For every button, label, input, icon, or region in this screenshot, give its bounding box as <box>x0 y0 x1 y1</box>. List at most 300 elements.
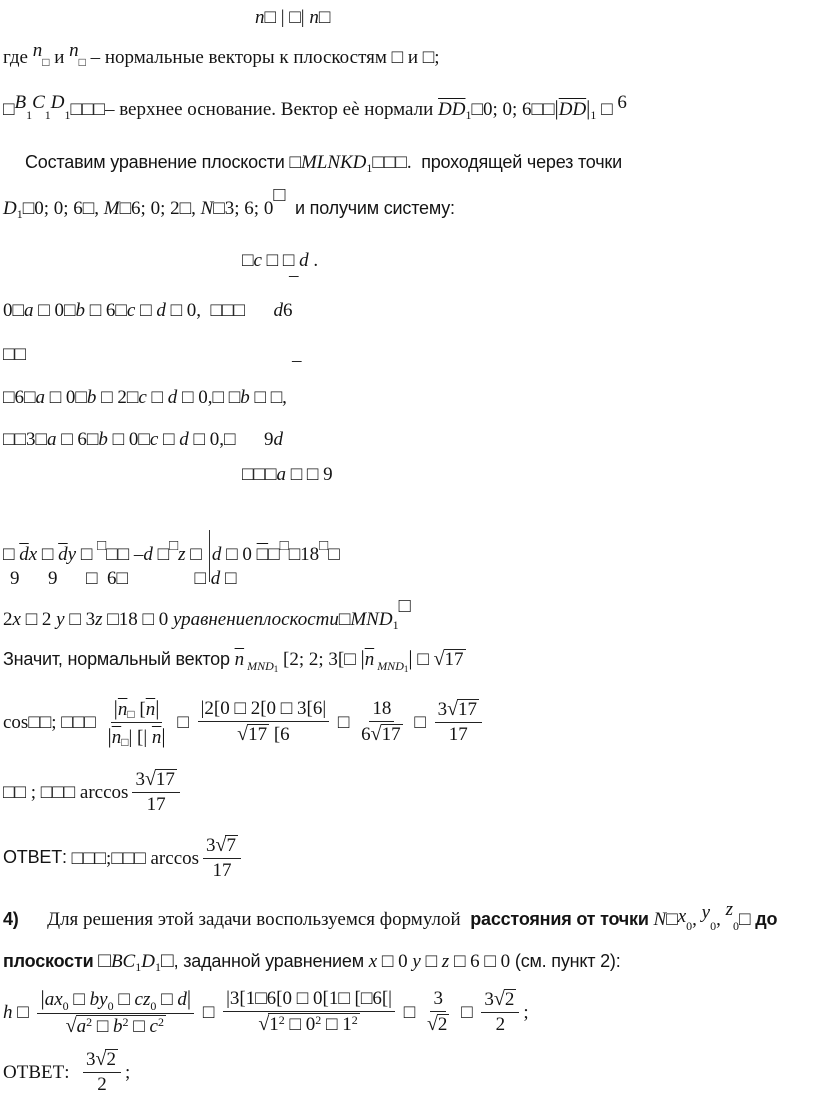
math-segment: □18 <box>288 544 320 565</box>
math-segment: , <box>692 909 702 930</box>
math-segment: z <box>142 989 151 1010</box>
math-segment: 2 <box>86 1015 93 1030</box>
fraction <box>223 988 395 1037</box>
math-segment: 3 <box>437 699 448 721</box>
math-segment: 6 <box>361 724 371 746</box>
math-segment: □ 0 <box>221 544 257 565</box>
math-segment: □ <box>409 712 431 734</box>
fraction-denominator <box>105 723 169 750</box>
math-segment: 3 <box>206 835 216 856</box>
radicand: 2 <box>504 989 515 1011</box>
math-segment: □ <box>185 544 207 565</box>
math-segment: □ 0 <box>284 1014 316 1036</box>
fraction <box>83 1048 121 1097</box>
math-segment: □ 0 <box>377 951 413 972</box>
math-segment: □ 0□ <box>107 429 150 450</box>
fraction-numerator <box>198 698 330 722</box>
math-segment: b <box>113 1016 123 1038</box>
formula-arccos <box>3 768 184 817</box>
math-segment: 2 <box>315 1013 322 1028</box>
math-segment: | <box>155 696 160 720</box>
radical <box>66 1016 166 1037</box>
math-segment: [2; 2; 3[□ <box>278 649 361 670</box>
math-segment: □ <box>289 152 301 173</box>
math-segment: 0□ <box>3 300 24 321</box>
fraction-denominator <box>358 722 405 747</box>
math-segment: |3[1□6[0 □ 0[1□ [□6[| <box>226 988 392 1010</box>
math-segment: 1 <box>590 108 597 122</box>
radical-sign: √ <box>95 1048 107 1070</box>
math-segment: ОТВЕТ: <box>3 847 72 868</box>
fraction-numerator <box>435 698 482 723</box>
math-segment: □ <box>146 387 168 408</box>
fraction <box>203 834 241 883</box>
system-brace-boxes <box>3 343 26 366</box>
fraction-denominator <box>210 859 235 883</box>
math-segment: 9 9 □ 6□ □ <box>10 568 211 589</box>
math-segment: □ 1 <box>321 1014 352 1036</box>
math-segment: 2 <box>97 1073 107 1095</box>
math-segment: □ <box>37 544 59 565</box>
math-segment: 1 <box>64 108 71 122</box>
math-segment: d <box>179 429 189 450</box>
fraction-denominator <box>144 793 169 817</box>
math-segment: 2 <box>495 1014 506 1036</box>
radical-sign: √ <box>65 1015 77 1038</box>
math-segment: M <box>103 198 120 219</box>
math-segment: □ <box>220 568 237 589</box>
math-segment: z <box>725 899 733 920</box>
overline-dash-1 <box>289 264 299 287</box>
radicand <box>76 1015 166 1037</box>
text-normal-vector-mnd1 <box>3 646 466 675</box>
math-segment: ОТВЕТ: <box>3 1061 79 1083</box>
math-segment: 9 <box>235 429 274 450</box>
math-segment: c <box>134 989 143 1010</box>
math-segment: C <box>32 92 45 113</box>
math-segment: | <box>40 986 45 1010</box>
math-segment: □ 6□ <box>56 429 99 450</box>
math-segment: □ <box>420 951 442 972</box>
math-segment: c <box>126 300 136 321</box>
equation-system-row-1 <box>3 299 292 322</box>
math-segment: Для решения этой задачи воспользуемся формулой <box>47 909 466 930</box>
math-segment: □0; 0; 6□□ <box>471 99 555 120</box>
math-segment: n <box>69 40 79 61</box>
fraction-numerator <box>369 698 394 722</box>
math-segment <box>19 909 48 930</box>
math-segment: $\overline{n}$ <box>234 649 245 670</box>
math-segment: □□□– верхнее основание. Вектор еѐ нормали <box>70 99 439 120</box>
math-segment: c <box>149 429 159 450</box>
math-segment: (см. пункт 2): <box>514 951 621 971</box>
math-segment: | <box>554 96 559 120</box>
math-segment: □ <box>128 1016 150 1038</box>
radical-sign: √ <box>447 698 459 721</box>
math-segment: □ □ <box>212 387 241 408</box>
math-segment: | <box>161 723 166 748</box>
math-segment: □ <box>42 55 50 69</box>
fraction <box>37 986 194 1039</box>
fraction-numerator <box>83 1048 121 1073</box>
math-segment: h <box>3 1002 13 1024</box>
math-segment: 1 <box>392 618 399 632</box>
math-segment: [ <box>134 699 146 720</box>
math-segment: □ <box>135 300 157 321</box>
fraction-denominator <box>446 723 471 747</box>
math-segment: □6; 0; 2□, <box>119 198 201 219</box>
math-segment: 1 <box>403 664 409 674</box>
formula-c-equals-d <box>242 249 318 272</box>
math-segment: □ □ <box>261 250 300 271</box>
math-segment: 3 <box>433 988 443 1010</box>
math-segment: □ <box>76 544 98 565</box>
math-segment: x <box>368 951 378 972</box>
math-segment: □ 0, <box>188 429 224 450</box>
math-segment: □ | □| <box>264 7 310 28</box>
overline-dash-2 <box>292 349 302 372</box>
answer-distance <box>3 1048 130 1097</box>
math-segment: □ <box>156 989 178 1010</box>
math-segment: □ <box>68 989 90 1010</box>
math-segment: Значит, нормальный вектор <box>3 649 235 669</box>
radicand: 2 <box>437 1014 448 1036</box>
radicand: 7 <box>226 835 236 856</box>
math-segment: x <box>28 544 38 565</box>
math-segment: 2 <box>122 1015 129 1030</box>
fraction <box>424 988 452 1037</box>
math-segment: □ 6□ <box>84 300 127 321</box>
fraction <box>105 696 169 750</box>
math-segment: d <box>273 429 283 450</box>
math-segment: c <box>138 387 147 408</box>
math-segment: n <box>32 40 43 61</box>
math-segment: □□ <box>3 344 26 365</box>
math-segment: 1 <box>465 108 472 122</box>
fraction-denominator <box>63 1014 169 1039</box>
math-segment: B <box>14 92 27 113</box>
math-segment: n <box>255 7 265 28</box>
math-segment: 17 <box>146 793 166 815</box>
math-segment: 0 <box>686 919 693 933</box>
math-segment: □ 2 <box>20 609 57 630</box>
fraction-numerator <box>430 988 446 1012</box>
math-segment: и получим систему: <box>285 198 455 218</box>
math-segment: 3 <box>484 989 494 1011</box>
math-segment: | <box>186 986 192 1010</box>
math-segment: 2 <box>3 609 13 630</box>
math-segment: $\overline{n}$ <box>111 726 122 748</box>
fraction <box>198 698 330 747</box>
math-segment: a <box>23 300 34 321</box>
math-segment: ; <box>124 1061 131 1083</box>
math-segment: MND <box>244 659 274 673</box>
math-segment: $\overline{d}$ <box>58 544 68 565</box>
radical <box>145 769 177 790</box>
radical-sign: √ <box>426 1013 438 1036</box>
math-segment: и <box>49 47 70 68</box>
radical <box>237 724 269 745</box>
math-segment: n <box>309 7 319 28</box>
math-segment: □ <box>273 184 286 206</box>
math-segment: – нормальные векторы к плоскостям □ и □; <box>85 47 440 68</box>
math-segment: □ <box>121 734 129 749</box>
math-segment: y <box>701 902 711 923</box>
math-segment: d <box>143 544 153 565</box>
fraction-denominator <box>94 1073 110 1097</box>
radical <box>494 989 516 1010</box>
math-segment: 4) <box>3 909 19 929</box>
math-segment: □ <box>398 595 411 617</box>
formula-normal-vectors-ratio <box>255 6 330 29</box>
math-segment: 3 <box>86 1049 96 1070</box>
math-segment: MLNKD <box>300 152 367 173</box>
fraction-denominator <box>424 1012 452 1037</box>
radicand: 17 <box>155 769 175 790</box>
math-segment: BC <box>110 951 136 972</box>
text-problem-4-intro <box>3 899 778 934</box>
fraction-numerator <box>132 768 179 793</box>
math-segment: □ <box>398 1002 420 1024</box>
radical-sign: √ <box>237 723 249 746</box>
math-segment: 1 <box>154 960 161 974</box>
math-segment: плоскости <box>3 951 99 971</box>
math-segment: 6 <box>282 300 293 321</box>
equation-system-row-2 <box>3 386 287 409</box>
math-segment: 1 <box>16 207 23 221</box>
math-segment: , заданной уравнением <box>173 951 369 971</box>
radical <box>447 699 479 720</box>
math-segment: b <box>98 429 108 450</box>
radical-sign: √ <box>258 1013 270 1036</box>
math-segment: – <box>289 265 299 286</box>
text-problem-4-plane-equation <box>3 948 621 975</box>
math-segment: □ <box>318 7 331 28</box>
math-segment: x <box>677 906 687 927</box>
math-segment: □ <box>113 989 135 1010</box>
math-segment: $\overline{n}$ <box>151 726 162 748</box>
math-segment: уравнениеплоскости <box>172 609 339 630</box>
math-segment: □ <box>319 538 329 554</box>
math-segment: |2[0 □ 2[0 □ 3[6| <box>200 698 327 720</box>
math-segment: b <box>86 387 97 408</box>
math-segment: □ 0□ <box>33 300 76 321</box>
fraction-numerator <box>37 986 194 1014</box>
formula-plane-expanded-bottom-row <box>10 567 236 590</box>
math-segment: □ <box>3 99 15 120</box>
math-segment: □ □, <box>249 387 287 408</box>
math-segment: расстояния от точки <box>465 909 654 929</box>
radical <box>216 835 238 856</box>
math-segment: a <box>46 429 57 450</box>
text-normal-vectors-definition <box>3 40 440 70</box>
math-segment: | <box>360 646 365 670</box>
math-segment: □ 0□ <box>44 387 87 408</box>
radical <box>427 1014 449 1035</box>
math-segment: □□; □□□ <box>28 712 101 734</box>
math-segment: □□ ; □□□ <box>3 781 80 803</box>
radicand: 2 <box>106 1049 116 1070</box>
math-segment: | [| <box>128 726 152 748</box>
radical-sign: √ <box>433 648 445 670</box>
math-segment: cos <box>3 712 29 734</box>
math-segment: □ <box>666 909 678 930</box>
math-segment: □18 □ 0 <box>102 609 173 630</box>
fraction-numerator <box>481 988 519 1013</box>
math-segment: z <box>178 544 186 565</box>
math-segment: □ <box>160 948 174 972</box>
math-segment: arccos <box>150 847 200 869</box>
math-segment: □ <box>338 609 351 630</box>
math-segment: □ <box>97 538 107 554</box>
math-segment: b <box>240 387 250 408</box>
math-segment: 0 <box>710 919 717 933</box>
radical-sign: √ <box>215 834 227 856</box>
math-segment: □□□;□□□ <box>71 847 151 869</box>
math-segment: 2 <box>278 1013 285 1028</box>
math-segment: $\overline{n}$ <box>364 649 375 670</box>
math-segment: □□□ <box>201 300 245 321</box>
math-segment: x <box>54 989 63 1010</box>
math-segment: $\overline{n}$ <box>117 699 128 720</box>
math-segment: □6□ <box>3 387 36 408</box>
math-segment: c <box>253 250 262 271</box>
math-segment: 0 <box>732 919 739 933</box>
math-segment: a <box>35 387 45 408</box>
math-segment: 17 <box>212 859 232 881</box>
math-segment <box>245 300 274 321</box>
math-segment: [6 <box>269 724 290 746</box>
radicand <box>268 1013 359 1035</box>
math-segment: d <box>156 300 166 321</box>
math-segment: 1 <box>366 161 373 175</box>
formula-cos-angle <box>3 696 486 750</box>
math-segment: | <box>107 723 112 748</box>
math-segment: □ <box>92 1016 114 1038</box>
math-segment: до <box>750 909 778 929</box>
fraction <box>358 698 405 747</box>
math-segment: 1 <box>273 664 279 674</box>
math-segment: □□3□ <box>3 429 47 450</box>
math-segment: □ <box>78 55 86 69</box>
math-segment: □ <box>256 544 269 565</box>
fraction-denominator <box>493 1013 509 1037</box>
math-segment: □ <box>98 948 111 972</box>
math-segment: MND <box>374 659 404 673</box>
math-segment: MND <box>350 609 393 630</box>
math-segment: D <box>141 951 155 972</box>
math-segment: D <box>50 92 65 113</box>
math-segment: □ <box>738 909 751 930</box>
formula-distance-h <box>3 986 529 1039</box>
math-segment: c <box>149 1016 158 1038</box>
math-segment: 2 <box>157 1015 164 1030</box>
radicand: 17 <box>248 724 268 746</box>
radical <box>434 649 466 670</box>
math-segment: d <box>177 989 187 1010</box>
radicand: 17 <box>444 649 464 670</box>
math-segment: □ <box>169 538 179 554</box>
math-segment: $\overline{d}$ <box>19 544 29 565</box>
math-segment: a <box>276 464 286 485</box>
math-segment: | <box>408 646 413 670</box>
math-segment: 17 <box>448 724 468 746</box>
math-segment: | <box>113 696 118 720</box>
math-segment: b <box>89 989 100 1010</box>
math-segment: 1 <box>26 108 33 122</box>
radical <box>371 724 403 745</box>
fraction <box>435 698 482 747</box>
math-segment: □ <box>279 538 289 554</box>
math-segment: □ <box>12 1002 34 1024</box>
math-segment: N <box>653 909 667 930</box>
text-upper-base-normal-vector <box>3 92 627 123</box>
math-segment: где <box>3 47 33 68</box>
math-segment: 0 <box>62 999 69 1013</box>
math-segment: 2 <box>351 1013 358 1028</box>
math-segment: □ <box>158 429 180 450</box>
math-segment: Составим уравнение плоскости <box>25 152 290 172</box>
radical-sign: √ <box>493 988 505 1011</box>
math-segment: □ <box>198 1002 220 1024</box>
math-segment: □ <box>456 1002 478 1024</box>
math-segment: 1 <box>135 960 142 974</box>
math-segment: y <box>67 544 77 565</box>
math-segment: 3 <box>135 769 145 790</box>
math-segment: x <box>12 609 21 630</box>
math-segment: 1 <box>269 1014 279 1036</box>
fraction-numerator <box>203 834 241 859</box>
answer-arccos <box>3 834 245 883</box>
math-segment: 0 <box>150 999 157 1013</box>
equation-system-row-3 <box>3 428 283 451</box>
math-segment: N <box>200 198 214 219</box>
math-segment: a <box>76 1016 87 1038</box>
math-segment: □ <box>224 429 236 450</box>
math-segment: , <box>716 909 726 930</box>
math-segment: d <box>167 387 178 408</box>
math-segment: $\overline{DD}$ <box>438 99 466 120</box>
math-segment: y <box>56 609 65 630</box>
math-segment: arccos <box>79 781 129 803</box>
math-segment: 1 <box>44 108 51 122</box>
math-segment: □□ <box>106 544 130 565</box>
math-segment: ; <box>523 1002 529 1024</box>
math-segment: z <box>95 609 103 630</box>
math-segment: проходящей через точки <box>411 152 622 172</box>
math-segment: – <box>292 350 302 371</box>
math-segment: $\overline{n}$ <box>145 699 156 720</box>
math-segment: □ □ 9 <box>285 464 333 485</box>
math-segment: □ 6 □ 0 <box>449 951 515 972</box>
fraction-numerator <box>223 988 395 1012</box>
radicand: 17 <box>381 724 401 746</box>
math-segment: a <box>44 989 55 1010</box>
math-segment: d <box>299 250 309 271</box>
math-segment: □□□. <box>372 152 412 173</box>
math-segment: b <box>75 300 85 321</box>
radical-sign: √ <box>370 723 382 746</box>
math-segment: y <box>412 951 421 972</box>
math-segment: □□□ <box>242 464 277 485</box>
math-segment: □ <box>333 712 355 734</box>
radicand: 17 <box>458 699 478 721</box>
text-compose-plane-equation <box>25 151 622 176</box>
math-segment: □ <box>596 99 618 120</box>
math-segment: 18 <box>372 698 392 720</box>
math-segment: □ 0, <box>165 300 202 321</box>
math-segment: □ 2□ <box>96 387 139 408</box>
